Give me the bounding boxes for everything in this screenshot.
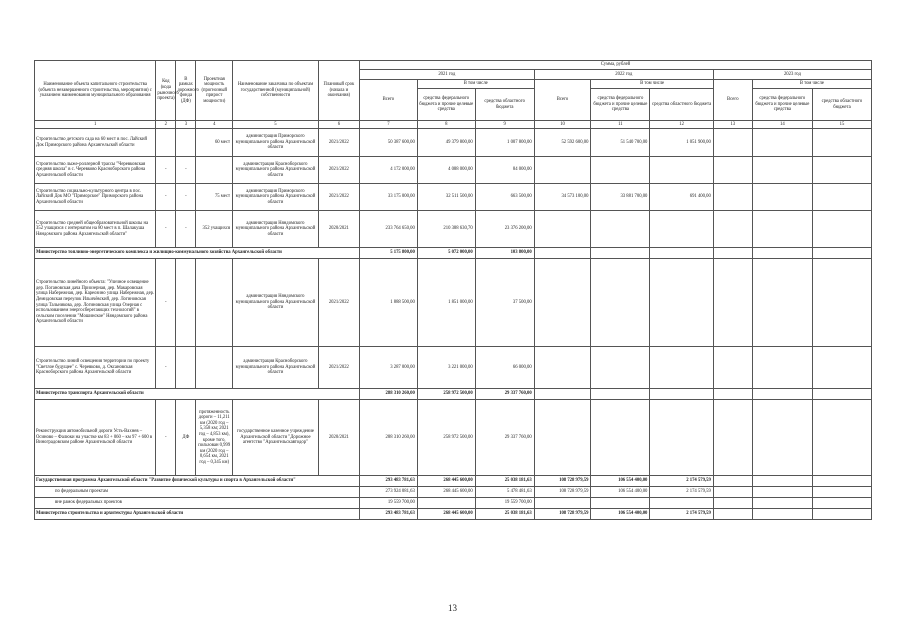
- amount-cell: [812, 498, 871, 509]
- amount-cell: 1 007 800,00: [475, 129, 534, 157]
- column-number: 5: [233, 121, 319, 129]
- amount-cell: [752, 400, 812, 476]
- amount-cell: [752, 476, 812, 487]
- period-cell: 2021/2022: [318, 184, 359, 211]
- column-number: 9: [475, 121, 534, 129]
- capacity-cell: протяженность дороги – 11,211 км (2020 год – 5,358 км; 2021 год – 4,853 км), кроме того, пользован 0,999 км (2020 год – 0,654 км, 2021 год – 0,345 км): [196, 400, 233, 476]
- period-cell: 2020/2021: [318, 211, 359, 248]
- capacity-cell: [196, 157, 233, 184]
- amount-cell: [713, 487, 752, 498]
- amount-cell: [812, 211, 871, 248]
- amount-cell: [812, 487, 871, 498]
- page-number: 13: [448, 603, 457, 613]
- code-cell: -: [156, 157, 176, 184]
- amount-cell: 106 554 400,00: [591, 476, 650, 487]
- header-fed-2023: средства федерального бюджета и прочие целевые средства: [752, 89, 812, 121]
- header-customer: Наименование заказчика по объектам государственной (муниципальной) собственности: [233, 61, 319, 121]
- amount-cell: [650, 498, 713, 509]
- amount-cell: 1 851 000,00: [417, 259, 475, 347]
- period-cell: 2021/2022: [318, 129, 359, 157]
- amount-cell: 19 559 700,00: [475, 498, 534, 509]
- amount-cell: 29 337 760,00: [475, 389, 534, 400]
- amount-cell: [752, 498, 812, 509]
- subtotal-label-cell: вне рамок федеральных проектов: [35, 498, 360, 509]
- amount-cell: 258 972 500,00: [417, 389, 475, 400]
- subtotal-label-cell: по федеральным проектам: [35, 487, 360, 498]
- amount-cell: 258 972 500,00: [417, 400, 475, 476]
- amount-cell: 25 038 181,63: [475, 509, 534, 520]
- amount-cell: [713, 498, 752, 509]
- amount-cell: 84 000,00: [475, 157, 534, 184]
- code-cell: -: [156, 347, 176, 389]
- column-number: 4: [196, 121, 233, 129]
- amount-cell: 663 500,00: [475, 184, 534, 211]
- section-row: [35, 389, 872, 400]
- amount-cell: [534, 248, 591, 259]
- header-road-fund: В рамках дорожного фонда (ДФ): [176, 61, 196, 121]
- table-row: [35, 400, 872, 476]
- code-cell: -: [156, 184, 176, 211]
- amount-cell: 2 174 579,59: [650, 509, 713, 520]
- amount-cell: 19 559 700,00: [359, 498, 417, 509]
- amount-cell: [812, 476, 871, 487]
- header-total-2022: Всего: [534, 80, 591, 121]
- amount-cell: [713, 211, 752, 248]
- header-total-2023: Всего: [713, 80, 752, 121]
- amount-cell: 34 573 100,00: [534, 184, 591, 211]
- budget-table: [34, 60, 872, 520]
- amount-cell: 32 511 500,00: [417, 184, 475, 211]
- amount-cell: [650, 389, 713, 400]
- amount-cell: [650, 347, 713, 389]
- amount-cell: 5 175 800,00: [359, 248, 417, 259]
- column-number: 8: [417, 121, 475, 129]
- amount-cell: [650, 248, 713, 259]
- table-row: [35, 259, 872, 347]
- amount-cell: [713, 248, 752, 259]
- amount-cell: [812, 184, 871, 211]
- amount-cell: [534, 389, 591, 400]
- customer-cell: администрация Приморского муниципального района Архангельской области: [233, 184, 319, 211]
- amount-cell: [650, 157, 713, 184]
- amount-cell: [650, 211, 713, 248]
- road-fund-cell: ДФ: [176, 400, 196, 476]
- amount-cell: 66 000,00: [475, 347, 534, 389]
- column-number: 2: [156, 121, 176, 129]
- amount-cell: [591, 389, 650, 400]
- header-capacity: Проектная мощность (прогнозный прирост мощности): [196, 61, 233, 121]
- amount-cell: [812, 259, 871, 347]
- table-row: [35, 157, 872, 184]
- amount-cell: [713, 157, 752, 184]
- amount-cell: [713, 347, 752, 389]
- amount-cell: [713, 400, 752, 476]
- header-year-2022: 2022 год: [534, 70, 713, 80]
- amount-cell: 108 728 979,59: [534, 487, 591, 498]
- amount-cell: 106 554 400,00: [591, 509, 650, 520]
- road-fund-cell: -: [176, 157, 196, 184]
- column-number: 1: [35, 121, 156, 129]
- header-code: Код (кода рыночного проекта): [156, 61, 176, 121]
- amount-cell: [713, 184, 752, 211]
- column-number: 10: [534, 121, 591, 129]
- amount-cell: [650, 400, 713, 476]
- amount-cell: [752, 347, 812, 389]
- object-name-cell: Строительство детского сада на 60 мест в пос. Лайский Док Приморского района Архангельской области: [35, 129, 156, 157]
- amount-cell: [812, 347, 871, 389]
- amount-cell: 1 888 500,00: [359, 259, 417, 347]
- amount-cell: 293 483 781,63: [359, 476, 417, 487]
- header-fed-2021: средства федерального бюджета и прочие целевые средства: [417, 89, 475, 121]
- header-reg-2021: средства областного бюджета: [475, 89, 534, 121]
- amount-cell: [752, 259, 812, 347]
- header-reg-2023: средства областного бюджета: [812, 89, 871, 121]
- amount-cell: 288 310 260,00: [359, 389, 417, 400]
- amount-cell: [812, 389, 871, 400]
- amount-cell: 691 400,00: [650, 184, 713, 211]
- amount-cell: [591, 498, 650, 509]
- capacity-cell: [196, 259, 233, 347]
- amount-cell: 3 287 000,00: [359, 347, 417, 389]
- table-row: [35, 184, 872, 211]
- amount-cell: 108 728 979,59: [534, 476, 591, 487]
- column-number: 7: [359, 121, 417, 129]
- header-year-2023: 2023 год: [713, 70, 871, 80]
- object-name-cell: Строительство линейного объекта: "Уличное освещение дер. Погановская дача Приозерная, дер. Макаровская улица Набережная, дер. Кареозино улица Набережная, дер. Демидовская переулок Ильичёвский, дер. Логиновская улица Тальникова, дер. Логиновская улица Озерная с использованием энергосберегающих технологий" в сельском поселении "Мошинское" Няндомского района Архангельской области: [35, 259, 156, 347]
- section-row: [35, 248, 872, 259]
- amount-cell: [650, 259, 713, 347]
- capacity-cell: [196, 347, 233, 389]
- amount-cell: [812, 248, 871, 259]
- amount-cell: [591, 248, 650, 259]
- object-name-cell: Строительство линий освещения территории по проекту "Светлое будущее" с. Черевково, д. Оксановская Красноборского района Архангельской области: [35, 347, 156, 389]
- amount-cell: 25 038 181,63: [475, 476, 534, 487]
- header-incl-2023: В том числе: [752, 80, 871, 89]
- column-number: 14: [752, 121, 812, 129]
- amount-cell: 210 388 630,70: [417, 211, 475, 248]
- amount-cell: 29 337 760,00: [475, 400, 534, 476]
- capacity-cell: 352 учащихся: [196, 211, 233, 248]
- capacity-cell: 75 мест: [196, 184, 233, 211]
- object-name-cell: Строительство социально-культурного центра в пос. Лайский Док МО "Приморское" Приморского района Архангельской области: [35, 184, 156, 211]
- header-incl-2021: В том числе: [417, 80, 534, 89]
- amount-cell: 33 175 000,00: [359, 184, 417, 211]
- period-cell: 2021/2022: [318, 157, 359, 184]
- amount-cell: [752, 184, 812, 211]
- amount-cell: 5 072 000,00: [417, 248, 475, 259]
- amount-cell: 5 478 481,63: [475, 487, 534, 498]
- code-cell: [156, 129, 176, 157]
- column-number: 15: [812, 121, 871, 129]
- amount-cell: [752, 389, 812, 400]
- amount-cell: [752, 157, 812, 184]
- amount-cell: [752, 211, 812, 248]
- amount-cell: 37 500,00: [475, 259, 534, 347]
- period-cell: 2020/2021: [318, 400, 359, 476]
- amount-cell: 3 221 000,00: [417, 347, 475, 389]
- amount-cell: 233 764 650,00: [359, 211, 417, 248]
- column-number-row: [35, 121, 872, 129]
- amount-cell: 108 728 979,59: [534, 509, 591, 520]
- amount-cell: [534, 157, 591, 184]
- code-cell: -: [156, 259, 176, 347]
- budget-table-sheet: [34, 60, 872, 520]
- amount-cell: [534, 400, 591, 476]
- amount-cell: [752, 129, 812, 157]
- code-cell: -: [156, 400, 176, 476]
- amount-cell: 51 540 700,00: [591, 129, 650, 157]
- amount-cell: [534, 347, 591, 389]
- road-fund-cell: -: [176, 211, 196, 248]
- customer-cell: администрация Красноборского муниципального района Архангельской области: [233, 347, 319, 389]
- period-cell: 2021/2022: [318, 259, 359, 347]
- amount-cell: 2 174 579,59: [650, 476, 713, 487]
- amount-cell: 293 483 781,63: [359, 509, 417, 520]
- column-number: 11: [591, 121, 650, 129]
- amount-cell: 33 881 700,00: [591, 184, 650, 211]
- amount-cell: [591, 400, 650, 476]
- object-name-cell: Реконструкция автомобильной дороги Усть-Вахнев – Осиново – Фалюки на участке км 83 + 060 – км 97 + 600 в Виноградовском районе Архангельской области: [35, 400, 156, 476]
- amount-cell: [591, 347, 650, 389]
- amount-cell: [713, 389, 752, 400]
- amount-cell: 50 387 600,00: [359, 129, 417, 157]
- column-number: 3: [176, 121, 196, 129]
- amount-cell: 52 592 600,00: [534, 129, 591, 157]
- amount-cell: 2 174 579,59: [650, 487, 713, 498]
- amount-cell: [591, 259, 650, 347]
- header-incl-2022: В том числе: [591, 80, 713, 89]
- amount-cell: 268 445 600,00: [417, 487, 475, 498]
- amount-cell: 49 379 800,00: [417, 129, 475, 157]
- amount-cell: 288 310 260,00: [359, 400, 417, 476]
- section-title-cell: Министерство транспорта Архангельской области: [35, 389, 360, 400]
- customer-cell: администрация Няндомского муниципального района Архангельской области: [233, 259, 319, 347]
- header-year-2021: 2021 год: [359, 70, 534, 80]
- amount-cell: [713, 476, 752, 487]
- road-fund-cell: [176, 259, 196, 347]
- amount-cell: [812, 129, 871, 157]
- capacity-cell: 60 мест: [196, 129, 233, 157]
- subtotal-row: [35, 487, 872, 498]
- amount-cell: [713, 129, 752, 157]
- amount-cell: [534, 211, 591, 248]
- table-row: [35, 129, 872, 157]
- amount-cell: [812, 400, 871, 476]
- header-total-2021: Всего: [359, 80, 417, 121]
- amount-cell: [713, 259, 752, 347]
- header-fed-2022: средства федерального бюджета и прочие целевые средства: [591, 89, 650, 121]
- customer-cell: администрация Приморского муниципального района Архангельской области: [233, 129, 319, 157]
- amount-cell: [752, 487, 812, 498]
- amount-cell: [534, 259, 591, 347]
- table-row: [35, 211, 872, 248]
- header-sums: Сумма, рублей: [359, 61, 871, 70]
- column-number: 12: [650, 121, 713, 129]
- customer-cell: администрация Красноборского муниципального района Архангельской области: [233, 157, 319, 184]
- customer-cell: государственное казенное учреждение Архангельской области "Дорожное агентство "Архангельскавтодор": [233, 400, 319, 476]
- period-cell: 2021/2022: [318, 347, 359, 389]
- amount-cell: [752, 509, 812, 520]
- amount-cell: 273 924 081,63: [359, 487, 417, 498]
- amount-cell: 4 088 000,00: [417, 157, 475, 184]
- customer-cell: администрация Няндомского муниципального района Архангельской области: [233, 211, 319, 248]
- amount-cell: [534, 498, 591, 509]
- table-row: [35, 347, 872, 389]
- amount-cell: 23 376 200,00: [475, 211, 534, 248]
- road-fund-cell: [176, 347, 196, 389]
- amount-cell: [591, 211, 650, 248]
- subtotal-row: [35, 498, 872, 509]
- section-title-cell: Министерство строительства и архитектуры Архангельской области: [35, 509, 360, 520]
- amount-cell: [812, 157, 871, 184]
- amount-cell: [591, 157, 650, 184]
- amount-cell: 268 445 600,00: [417, 509, 475, 520]
- header-object-name: Наименование объекта капитального строительства (объекта незавершенного строительства, мероприятия) с указанием наименования муниципального образования: [35, 61, 156, 121]
- amount-cell: 106 554 400,00: [591, 487, 650, 498]
- section-title-cell: Государственная программа Архангельской области "Развитие физической культуры и спорта в Архангельской области": [35, 476, 360, 487]
- amount-cell: 103 800,00: [475, 248, 534, 259]
- amount-cell: [417, 498, 475, 509]
- code-cell: -: [156, 211, 176, 248]
- road-fund-cell: -: [176, 184, 196, 211]
- header-period: Плановый срок (начала и окончания): [318, 61, 359, 121]
- amount-cell: [812, 509, 871, 520]
- amount-cell: [752, 248, 812, 259]
- section-row: [35, 476, 872, 487]
- section-title-cell: Министерство топливно-энергетического комплекса и жилищно-коммунального хозяйства Архангельской области: [35, 248, 360, 259]
- object-name-cell: Строительство лыже-роллерной трассы "Черевковская средняя школа" в с. Черевково Красноборского района Архангельской области: [35, 157, 156, 184]
- object-name-cell: Строительство средней общеобразовательной школы на 352 учащихся с интернатом на 80 мест в п. Шалакуша Няндомского района Архангельской области": [35, 211, 156, 248]
- amount-cell: [713, 509, 752, 520]
- header-reg-2022: средства областного бюджета: [650, 89, 713, 121]
- amount-cell: 268 445 600,00: [417, 476, 475, 487]
- amount-cell: 4 172 000,00: [359, 157, 417, 184]
- section-row: [35, 509, 872, 520]
- amount-cell: 1 051 900,00: [650, 129, 713, 157]
- column-number: 13: [713, 121, 752, 129]
- road-fund-cell: [176, 129, 196, 157]
- column-number: 6: [318, 121, 359, 129]
